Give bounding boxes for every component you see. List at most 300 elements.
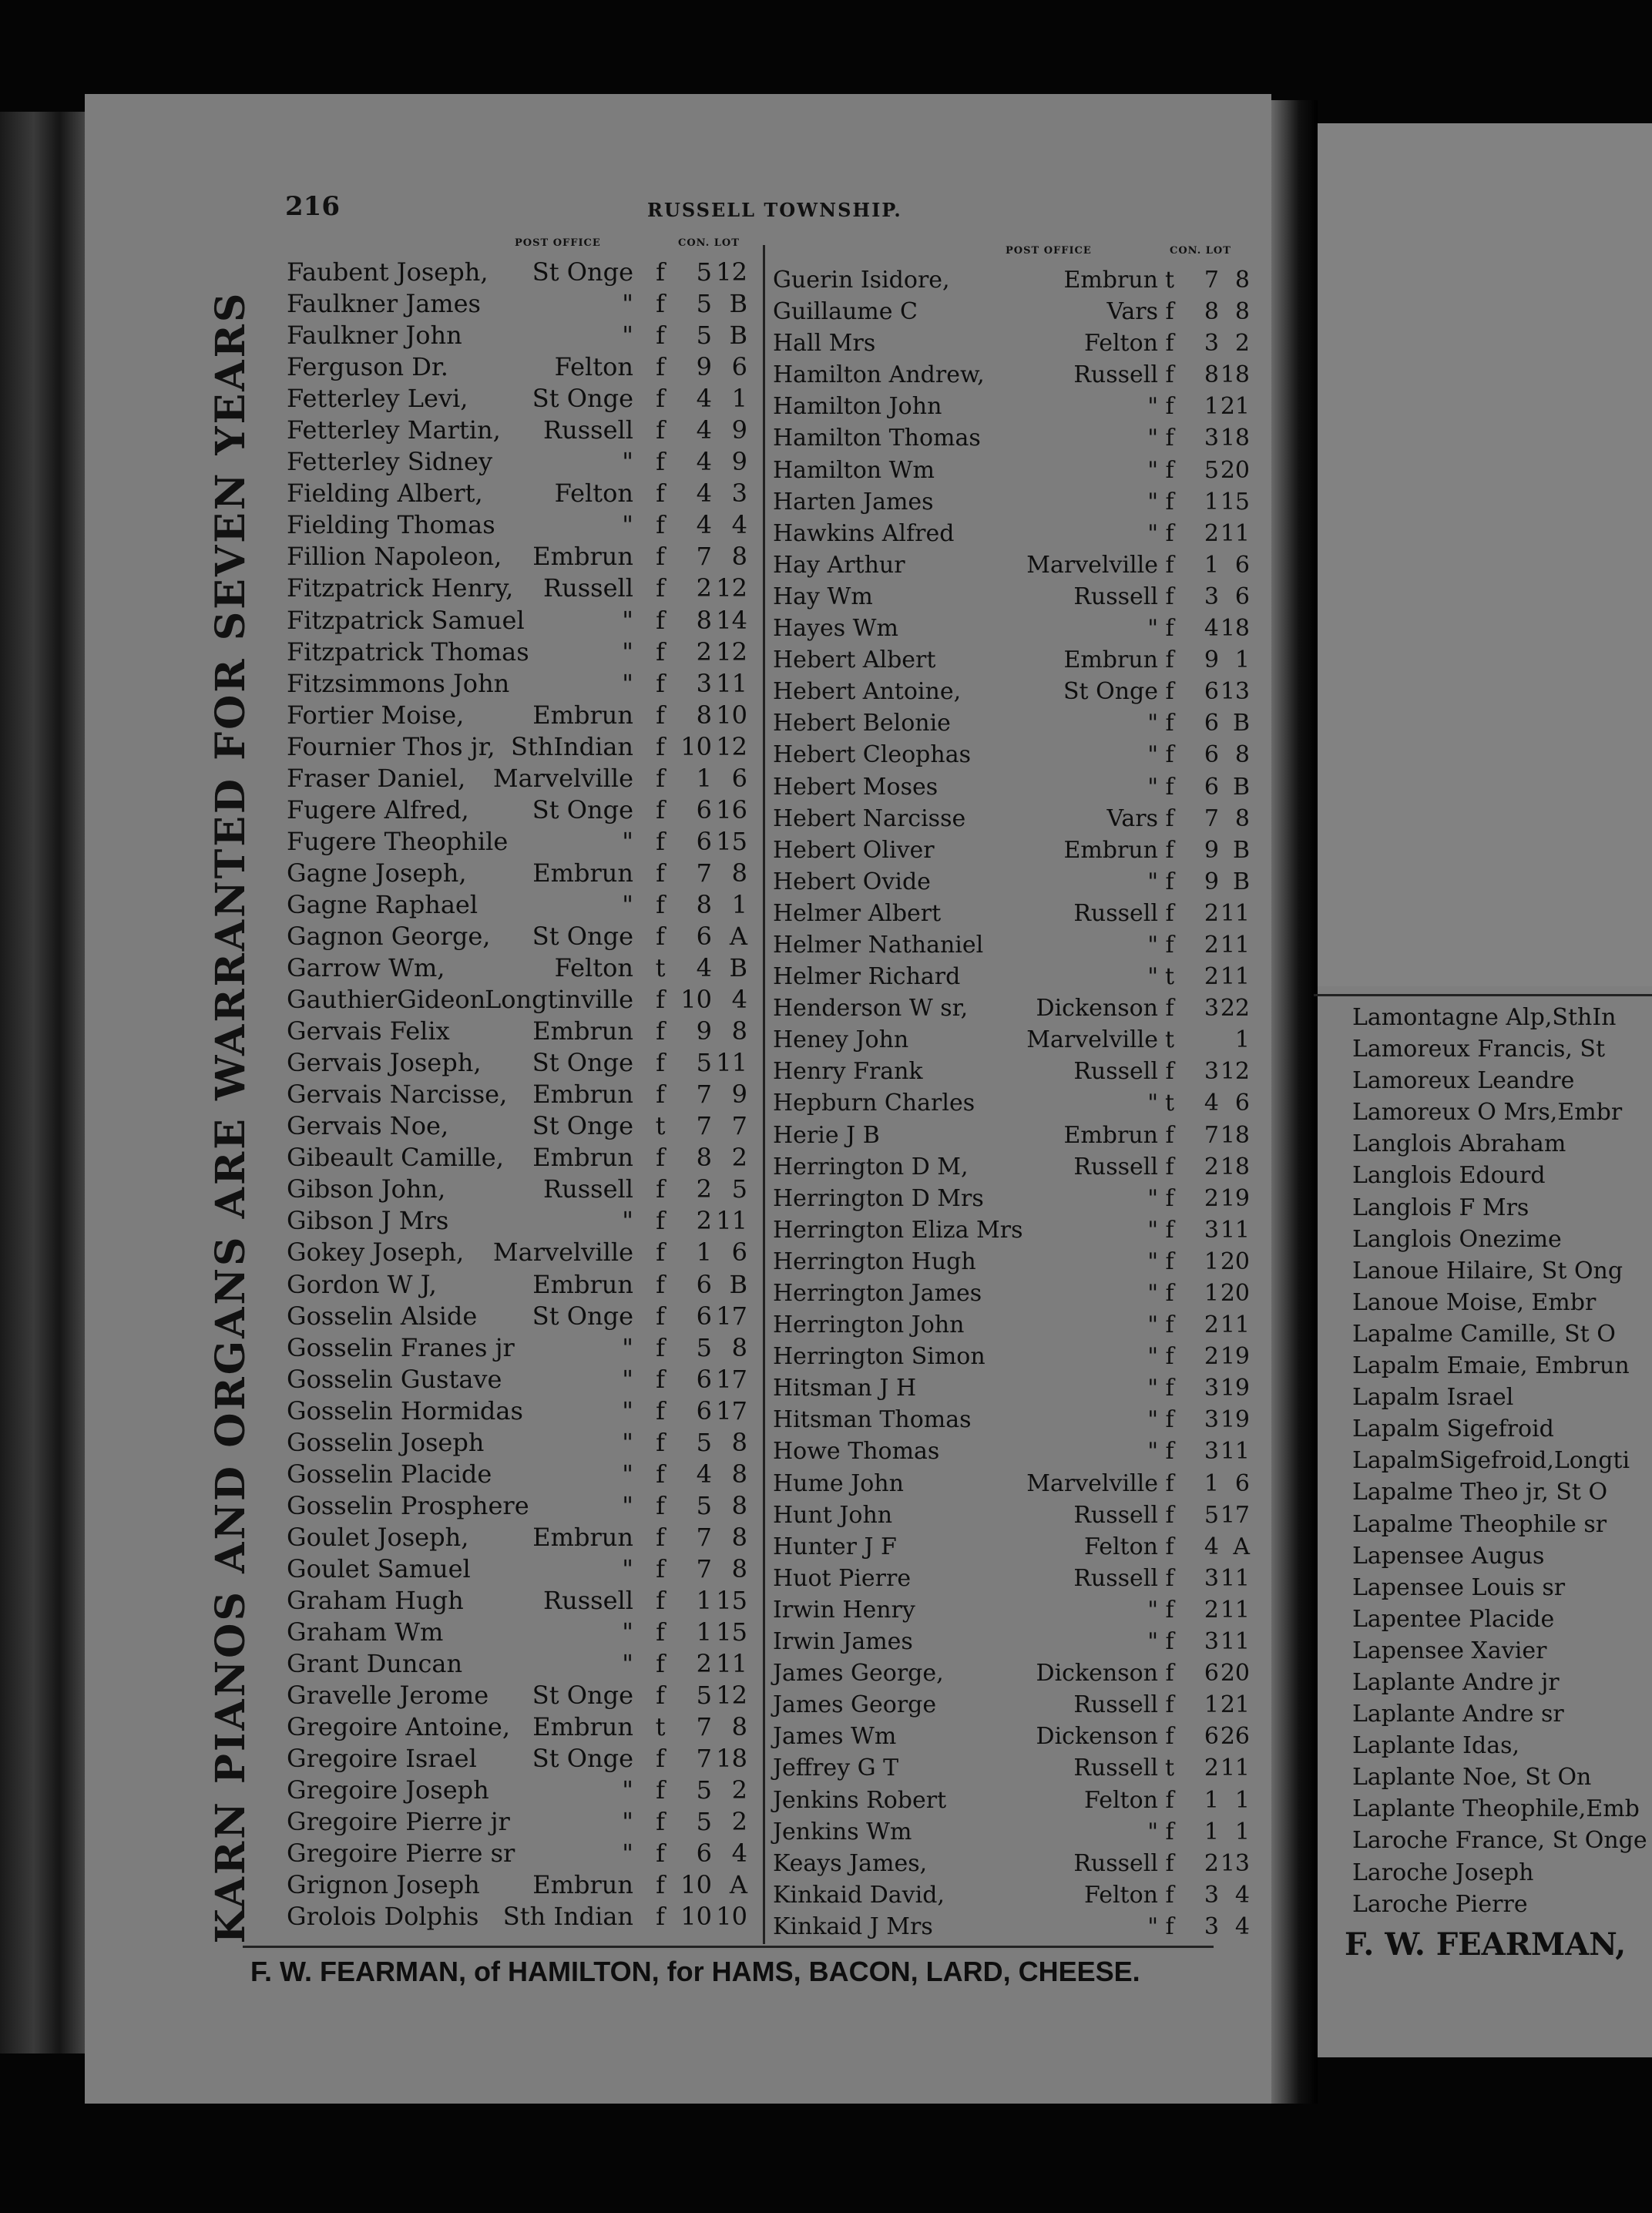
entry-post-office: " — [622, 1364, 633, 1394]
entry-con: 1 — [1204, 488, 1219, 515]
directory-entry — [287, 1427, 764, 1459]
entry-name: Huot Pierre — [773, 1564, 912, 1592]
directory-entry — [287, 1016, 764, 1047]
entry-type: f — [1165, 1723, 1174, 1751]
entry-type: f — [1165, 583, 1174, 610]
directory-entry — [287, 1364, 764, 1395]
entry-name: Fitzsimmons John — [287, 668, 510, 698]
entry-lot: 19 — [1220, 1184, 1250, 1212]
entry-name: Hebert Belonie — [773, 710, 951, 737]
entry-post-office: St Onge — [532, 1744, 633, 1774]
directory-entry — [773, 1531, 1254, 1563]
entry-type: f — [1165, 1184, 1174, 1212]
entry-lot: 8 — [1234, 298, 1250, 326]
entry-con: 2 — [1204, 1153, 1219, 1180]
directory-entry — [773, 1721, 1254, 1752]
entry-con: 5 — [696, 1807, 712, 1837]
entry-post-office: Russell — [543, 573, 633, 603]
entry-post-office: Embrun — [532, 1269, 633, 1299]
facing-page-rule — [1314, 994, 1652, 996]
entry-con: 6 — [696, 1301, 712, 1331]
entry-lot: 17 — [716, 1301, 747, 1331]
entry-name: Gagnon George, — [287, 921, 491, 951]
entry-lot: 8 — [731, 1016, 747, 1046]
entry-post-office: Embrun — [532, 1712, 633, 1742]
entry-name: Guillaume C — [773, 298, 918, 326]
entry-lot: 18 — [1220, 1153, 1250, 1180]
entry-lot: 20 — [1220, 1660, 1250, 1687]
entry-lot: 17 — [1220, 1501, 1250, 1529]
entry-type: f — [656, 985, 665, 1015]
directory-entry — [287, 1617, 764, 1648]
facing-page-entry: Lapensee Xavier — [1352, 1637, 1547, 1664]
entry-post-office: St Onge — [532, 1111, 633, 1141]
entry-lot: 11 — [1220, 931, 1250, 959]
entry-type: f — [1165, 519, 1174, 547]
entry-type: f — [1165, 1912, 1174, 1940]
entry-post-office: " — [622, 1839, 633, 1869]
entry-lot: 12 — [716, 573, 747, 603]
entry-type: f — [656, 1143, 665, 1173]
entry-post-office: Russell — [1073, 583, 1158, 610]
entry-post-office: " — [1147, 931, 1158, 959]
entry-lot: 11 — [1220, 1628, 1250, 1656]
directory-entry — [287, 1490, 764, 1522]
directory-entry — [287, 1332, 764, 1364]
entry-lot: 20 — [1220, 1248, 1250, 1275]
entry-name: Hamilton Wm — [773, 456, 935, 484]
directory-entry — [287, 921, 764, 952]
entry-con: 7 — [1204, 267, 1219, 294]
directory-entry — [773, 1341, 1254, 1372]
entry-name: James George — [773, 1691, 937, 1719]
entry-name: Gregoire Antoine, — [287, 1712, 510, 1742]
entry-name: Hay Wm — [773, 583, 873, 610]
entry-con: 4 — [696, 479, 712, 509]
entry-post-office: Russell — [543, 1174, 633, 1204]
entry-post-office: Embrun — [1063, 1121, 1158, 1149]
entry-name: Helmer Richard — [773, 963, 961, 991]
entry-lot: 9 — [731, 415, 747, 445]
entry-con: 6 — [1204, 773, 1219, 801]
directory-entry — [287, 1806, 764, 1838]
entry-lot: B — [1232, 868, 1250, 895]
entry-con: 6 — [696, 1364, 712, 1394]
entry-type: f — [1165, 393, 1174, 421]
entry-post-office: Russell — [1073, 1755, 1158, 1782]
entry-type: f — [656, 447, 665, 477]
entry-post-office: " — [1147, 1280, 1158, 1307]
entry-post-office: Embrun — [1063, 646, 1158, 674]
entry-con: 10 — [680, 1902, 712, 1932]
entry-post-office: St Onge — [532, 384, 633, 414]
facing-page-entry: Lapalme Theophile sr — [1352, 1510, 1607, 1538]
directory-entry — [773, 1563, 1254, 1594]
entry-lot: 15 — [716, 1617, 747, 1647]
entry-type: f — [656, 1522, 665, 1552]
entry-type: f — [656, 1427, 665, 1457]
entry-con: 5 — [696, 257, 712, 287]
entry-post-office: " — [622, 1807, 633, 1837]
entry-post-office: Russell — [543, 415, 633, 445]
entry-lot: 8 — [731, 542, 747, 572]
directory-entry — [287, 1522, 764, 1553]
page-title: RUSSELL TOWNSHIP. — [647, 199, 902, 221]
facing-page-entry: Lapensee Augus — [1352, 1542, 1545, 1570]
entry-type: f — [656, 1649, 665, 1679]
entry-con: 4 — [696, 1459, 712, 1489]
entry-lot: 11 — [1220, 963, 1250, 991]
directory-entry — [287, 700, 764, 731]
entry-name: Hume John — [773, 1469, 904, 1497]
entry-post-office: Russell — [1073, 1849, 1158, 1877]
entry-lot: 21 — [1220, 393, 1250, 421]
entry-type: f — [656, 1016, 665, 1046]
entry-lot: 11 — [1220, 1311, 1250, 1339]
entry-post-office: " — [1147, 1375, 1158, 1402]
directory-entry — [287, 415, 764, 446]
directory-entry — [773, 391, 1254, 422]
entry-name: Heney John — [773, 1026, 909, 1054]
entry-lot: 17 — [716, 1395, 747, 1426]
entry-lot: 6 — [1234, 1469, 1250, 1497]
entry-type: f — [656, 1048, 665, 1078]
entry-name: Graham Hugh — [287, 1585, 464, 1615]
entry-post-office: St Onge — [532, 794, 633, 824]
directory-entry — [287, 446, 764, 478]
facing-page-entry: Lanoue Moise, Embr — [1352, 1288, 1597, 1316]
facing-page-entry: Lapalm Israel — [1352, 1384, 1514, 1412]
entry-lot: 6 — [731, 1237, 747, 1268]
entry-con: 7 — [696, 1744, 712, 1774]
directory-entry — [773, 1246, 1254, 1278]
directory-entry — [773, 1911, 1254, 1943]
entry-con: 10 — [680, 1870, 712, 1900]
directory-entry — [287, 383, 764, 415]
entry-lot: 20 — [1220, 1280, 1250, 1307]
entry-name: Hayes Wm — [773, 615, 898, 643]
entry-lot: B — [729, 1269, 747, 1299]
entry-lot: 19 — [1220, 1343, 1250, 1371]
directory-entry — [773, 1468, 1254, 1499]
entry-con: 6 — [1204, 1660, 1219, 1687]
entry-name: Gervais Joseph, — [287, 1048, 482, 1078]
entry-type: f — [656, 763, 665, 793]
entry-type: f — [1165, 1216, 1174, 1244]
entry-name: Hunter J F — [773, 1533, 897, 1560]
entry-type: f — [656, 542, 665, 572]
entry-lot: 1 — [1234, 1026, 1250, 1054]
entry-name: Herrington John — [773, 1311, 965, 1339]
entry-con: 5 — [1204, 1501, 1219, 1529]
entry-con: 5 — [696, 1775, 712, 1805]
entry-lot: 8 — [731, 1522, 747, 1552]
entry-name: Jenkins Wm — [773, 1818, 912, 1845]
entry-name: Herrington D Mrs — [773, 1184, 984, 1212]
entry-con: 3 — [1204, 1912, 1219, 1940]
entry-con: 6 — [1204, 741, 1219, 769]
entry-post-office: St Onge — [532, 1301, 633, 1331]
entry-lot: 11 — [1220, 519, 1250, 547]
entry-type: t — [1164, 1090, 1175, 1117]
entry-post-office: " — [1147, 1628, 1158, 1656]
entry-type: f — [656, 352, 665, 382]
entry-lot: 11 — [1220, 899, 1250, 927]
facing-page-entry: Lamoreux O Mrs,Embr — [1352, 1099, 1623, 1127]
directory-entry — [773, 1372, 1254, 1404]
entry-post-office: Russell — [1073, 1153, 1158, 1180]
entry-post-office: " — [622, 1775, 633, 1805]
entry-con: 3 — [1204, 583, 1219, 610]
entry-name: Herrington Eliza Mrs — [773, 1216, 1023, 1244]
entry-con: 7 — [1204, 1121, 1219, 1149]
entry-con: 7 — [696, 858, 712, 888]
entry-post-office: Embrun — [532, 1522, 633, 1552]
entry-post-office: " — [622, 1459, 633, 1489]
entry-post-office: Felton — [554, 479, 633, 509]
entry-name: Jeffrey G T — [773, 1755, 899, 1782]
directory-entry — [773, 1087, 1254, 1119]
entry-post-office: " — [1147, 1596, 1158, 1624]
entry-post-office: Dickenson — [1036, 1723, 1158, 1751]
entry-post-office: SthIndian — [510, 731, 633, 761]
entry-type: f — [1165, 1564, 1174, 1592]
entry-name: Hitsman Thomas — [773, 1406, 972, 1434]
entry-lot: 2 — [1234, 330, 1250, 358]
entry-name: Gibson J Mrs — [287, 1206, 449, 1236]
entry-con: 7 — [696, 1712, 712, 1742]
directory-entry — [287, 478, 764, 509]
entry-post-office: " — [622, 1553, 633, 1583]
directory-entry — [287, 1869, 764, 1901]
directory-entry — [773, 929, 1254, 961]
entry-type: f — [656, 636, 665, 667]
directory-right-column — [773, 264, 1254, 1943]
col-header-post-office-left: POST OFFICE — [515, 237, 601, 249]
entry-name: Fortier Moise, — [287, 700, 465, 730]
entry-post-office: St Onge — [532, 1048, 633, 1078]
entry-name: Herrington D M, — [773, 1153, 969, 1180]
directory-entry — [287, 826, 764, 858]
entry-post-office: " — [622, 668, 633, 698]
entry-type: f — [656, 1395, 665, 1426]
entry-name: Faulkner John — [287, 321, 462, 351]
entry-type: f — [656, 1459, 665, 1489]
entry-type: f — [656, 1870, 665, 1900]
entry-type: f — [1165, 298, 1174, 326]
directory-entry — [287, 668, 764, 700]
entry-con: 1 — [696, 1585, 712, 1615]
entry-post-office: " — [622, 289, 633, 319]
entry-post-office: " — [1147, 710, 1158, 737]
entry-type: f — [656, 1301, 665, 1331]
entry-type: t — [655, 1111, 666, 1141]
entry-con: 2 — [696, 636, 712, 667]
entry-lot: 14 — [716, 605, 747, 635]
entry-lot: 8 — [731, 1427, 747, 1457]
entry-type: t — [655, 1712, 666, 1742]
entry-post-office: " — [1147, 488, 1158, 515]
entry-post-office: " — [1147, 868, 1158, 895]
directory-entry — [287, 1680, 764, 1711]
entry-type: f — [656, 1080, 665, 1110]
directory-entry — [773, 1183, 1254, 1214]
entry-con: 7 — [696, 1080, 712, 1110]
directory-entry — [287, 984, 764, 1016]
entry-post-office: Dickenson — [1036, 995, 1158, 1023]
entry-lot: 9 — [731, 1080, 747, 1110]
entry-con: 1 — [696, 763, 712, 793]
entry-con: 4 — [1204, 1533, 1219, 1560]
directory-entry — [287, 1743, 764, 1775]
entry-con: 1 — [1204, 1818, 1219, 1845]
directory-entry — [287, 1301, 764, 1332]
entry-lot: 11 — [1220, 1755, 1250, 1782]
entry-type: f — [1165, 1660, 1174, 1687]
entry-name: Kinkaid David, — [773, 1881, 945, 1909]
entry-name: GauthierGideon — [287, 985, 486, 1015]
entry-lot: 2 — [731, 1807, 747, 1837]
entry-lot: 18 — [716, 1744, 747, 1774]
entry-type: f — [656, 1839, 665, 1869]
entry-con: 1 — [1204, 393, 1219, 421]
entry-con: 4 — [1204, 615, 1219, 643]
entry-name: Herrington Simon — [773, 1343, 985, 1371]
directory-entry — [773, 1594, 1254, 1626]
entry-lot: 5 — [731, 1174, 747, 1204]
entry-post-office: " — [622, 1490, 633, 1520]
entry-post-office: " — [1147, 963, 1158, 991]
entry-post-office: " — [622, 321, 633, 351]
entry-type: f — [1165, 330, 1174, 358]
entry-type: f — [656, 1902, 665, 1932]
entry-con: 9 — [1204, 646, 1219, 674]
directory-entry — [287, 1553, 764, 1585]
entry-type: f — [656, 1807, 665, 1837]
entry-name: Hawkins Alfred — [773, 519, 955, 547]
entry-type: f — [1165, 1280, 1174, 1307]
entry-lot: 11 — [716, 668, 747, 698]
entry-post-office: " — [1147, 1438, 1158, 1466]
directory-entry — [773, 1436, 1254, 1467]
entry-name: Gosselin Alside — [287, 1301, 478, 1331]
directory-entry — [287, 320, 764, 351]
entry-name: Hebert Oliver — [773, 836, 935, 864]
entry-post-office: " — [622, 1206, 633, 1236]
entry-con: 2 — [1204, 1343, 1219, 1371]
entry-name: Hay Arthur — [773, 551, 905, 579]
entry-name: Herie J B — [773, 1121, 880, 1149]
directory-entry — [773, 644, 1254, 676]
entry-con: 9 — [1204, 868, 1219, 895]
entry-con: 5 — [696, 1427, 712, 1457]
facing-page-entry: Langlois F Mrs — [1352, 1194, 1529, 1221]
entry-type: f — [656, 1490, 665, 1520]
entry-type: f — [656, 731, 665, 761]
entry-lot: A — [1233, 1533, 1250, 1560]
entry-lot: 12 — [716, 1681, 747, 1711]
entry-type: f — [1165, 741, 1174, 769]
page-number: 216 — [285, 191, 340, 222]
entry-post-office: " — [1147, 1216, 1158, 1244]
entry-name: Henry Frank — [773, 1058, 923, 1086]
directory-entry — [773, 581, 1254, 613]
entry-type: f — [656, 1585, 665, 1615]
facing-page-entry: Lapalm Emaie, Embrun — [1352, 1352, 1630, 1380]
facing-page-entry: Lamoreux Leandre — [1352, 1067, 1575, 1095]
entry-lot: 11 — [1220, 1438, 1250, 1466]
entry-post-office: Felton — [554, 352, 633, 382]
entry-post-office: " — [1147, 393, 1158, 421]
entry-lot: 26 — [1220, 1723, 1250, 1751]
entry-type: f — [1165, 1343, 1174, 1371]
entry-lot: 10 — [716, 700, 747, 730]
entry-post-office: " — [1147, 1184, 1158, 1212]
facing-page-entry: Lapentee Placide — [1352, 1605, 1555, 1633]
entry-con: 3 — [1204, 1406, 1219, 1434]
entry-name: Fillion Napoleon, — [287, 542, 502, 572]
entry-post-office: " — [1147, 1912, 1158, 1940]
entry-type: f — [1165, 1311, 1174, 1339]
entry-name: Howe Thomas — [773, 1438, 940, 1466]
entry-con: 7 — [1204, 804, 1219, 832]
entry-lot: 4 — [731, 985, 747, 1015]
directory-entry — [287, 858, 764, 889]
entry-post-office: St Onge — [532, 921, 633, 951]
entry-post-office: Russell — [1073, 1501, 1158, 1529]
entry-con: 3 — [1204, 1216, 1219, 1244]
entry-post-office: Marvelville — [492, 763, 633, 793]
entry-con: 8 — [696, 605, 712, 635]
entry-con: 2 — [1204, 963, 1219, 991]
entry-con: 5 — [1204, 456, 1219, 484]
directory-entry — [773, 739, 1254, 771]
entry-type: f — [656, 1681, 665, 1711]
facing-page-entry: Laroche France, St Onge — [1352, 1827, 1647, 1855]
entry-name: Gosselin Joseph — [287, 1427, 485, 1457]
directory-entry — [287, 573, 764, 604]
entry-type: f — [1165, 710, 1174, 737]
entry-name: Goulet Samuel — [287, 1553, 471, 1583]
entry-type: f — [1165, 1628, 1174, 1656]
directory-entry — [287, 509, 764, 541]
entry-post-office: " — [622, 636, 633, 667]
entry-con: 2 — [696, 573, 712, 603]
entry-con: 3 — [1204, 995, 1219, 1023]
entry-con: 9 — [1204, 836, 1219, 864]
entry-name: Fitzpatrick Henry, — [287, 573, 514, 603]
entry-con: 3 — [1204, 1375, 1219, 1402]
entry-lot: 15 — [716, 1585, 747, 1615]
entry-type: f — [1165, 995, 1174, 1023]
entry-con: 7 — [696, 1553, 712, 1583]
entry-lot: B — [729, 953, 747, 983]
entry-name: Irwin James — [773, 1628, 913, 1656]
entry-con: 10 — [680, 731, 712, 761]
directory-entry — [773, 1120, 1254, 1151]
entry-con: 3 — [1204, 1564, 1219, 1592]
entry-con: 1 — [1204, 1469, 1219, 1497]
footer-rule — [243, 1946, 1214, 1948]
directory-entry — [773, 455, 1254, 486]
entry-lot: 15 — [716, 826, 747, 856]
entry-type: f — [1165, 551, 1174, 579]
entry-lot: B — [1232, 773, 1250, 801]
entry-post-office: Russell — [1073, 1058, 1158, 1086]
entry-con: 2 — [1204, 1311, 1219, 1339]
directory-entry — [773, 771, 1254, 803]
entry-lot: 20 — [1220, 456, 1250, 484]
